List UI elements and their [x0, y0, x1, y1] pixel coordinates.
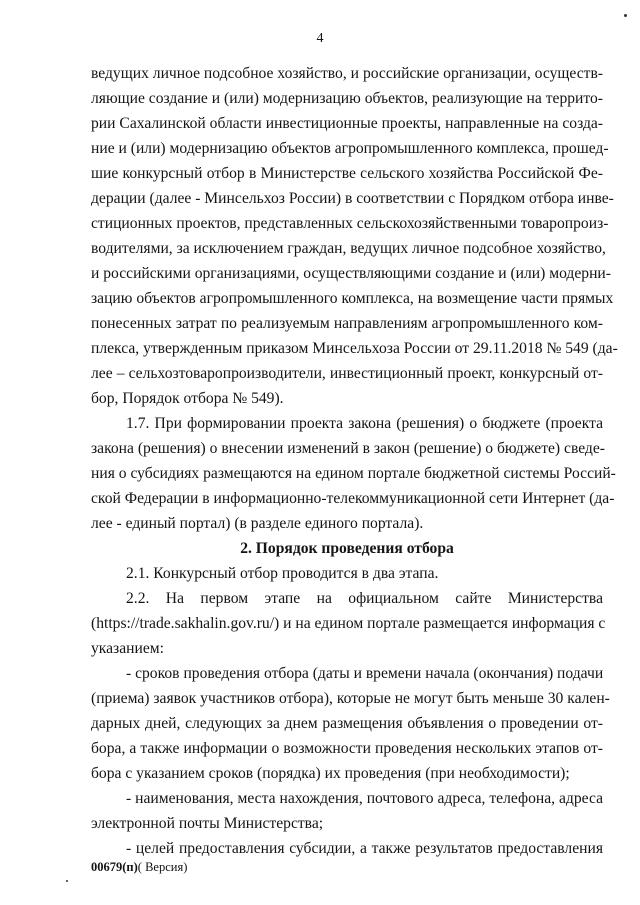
text-line: зацию объектов агропромышленного комплекса, на возмещение части прямых — [91, 290, 614, 307]
text-line: электронной почты Министерства; — [91, 815, 324, 832]
footer-version: ( Версия) — [137, 860, 188, 874]
list-item-first-line: - наименования, места нахождения, почтового адреса, телефона, адреса — [126, 790, 603, 807]
text-line: рии Сахалинской области инвестиционные проекты, направленные на созда- — [91, 115, 603, 132]
section-heading: 2. Порядок проведения отбора — [240, 540, 454, 557]
text-line: ние и (или) модернизацию объектов агропромышленного комплекса, прошед- — [91, 140, 609, 157]
text-line: бора, а также информации о возможности проведения нескольких этапов от- — [91, 740, 603, 757]
text-line: лее – сельхозтоваропроизводители, инвестиционный проект, конкурсный от- — [91, 365, 603, 382]
text-line: указанием: — [91, 640, 164, 657]
paragraph-2-2-first-line: 2.2. На первом этапе на официальном сайте Министерства — [126, 590, 603, 607]
text-line: ния о субсидиях размещаются на едином портале бюджетной системы Россий- — [91, 465, 616, 482]
footer-code: 00679(п) — [91, 860, 138, 874]
text-line: дарных дней, следующих за днем размещения объявления о проведении от- — [91, 715, 603, 732]
page-number: 4 — [316, 31, 324, 46]
list-item-first-line: - целей предоставления субсидии, а также результатов предоставления — [126, 840, 603, 857]
text-line: плекса, утвержденным приказом Минсельхоза России от 29.11.2018 № 549 (да- — [91, 340, 618, 357]
scan-speck — [624, 14, 627, 17]
text-line: лее - единый портал) (в разделе единого портала). — [91, 515, 424, 532]
text-line: стиционных проектов, представленных сельскохозяйственными товаропроиз- — [91, 215, 609, 232]
text-line: понесенных затрат по реализуемым направлениям агропромышленного ком- — [91, 315, 603, 332]
list-item-first-line: - сроков проведения отбора (даты и времени начала (окончания) подачи — [126, 665, 604, 682]
text-line: (приема) заявок участников отбора), которые не могут быть меньше 30 кален- — [91, 690, 610, 707]
text-line: и российскими организациями, осуществляющими создание и (или) модерни- — [91, 265, 611, 282]
scan-speck — [66, 880, 68, 882]
text-line: ской Федерации в информационно-телекоммуникационной сети Интернет (да- — [91, 490, 615, 507]
paragraph-2-1: 2.1. Конкурсный отбор проводится в два этапа. — [126, 565, 439, 582]
paragraph-1-7-first-line: 1.7. При формировании проекта закона (решения) о бюджете (проекта — [126, 415, 603, 432]
text-line: (https://trade.sakhalin.gov.ru/) и на едином портале размещается информация с — [91, 615, 606, 632]
text-line: водителями, за исключением граждан, ведущих личное подсобное хозяйство, — [91, 240, 606, 257]
text-line: бора с указанием сроков (порядка) их проведения (при необходимости); — [91, 765, 570, 782]
text-line: ведущих личное подсобное хозяйство, и российские организации, осуществ- — [91, 65, 603, 82]
text-line: ляющие создание и (или) модернизацию объектов, реализующие на террито- — [91, 90, 603, 107]
text-line: закона (решения) о внесении изменений в закон (решение) о бюджете) сведе- — [91, 440, 605, 457]
text-line: бор, Порядок отбора № 549). — [91, 390, 284, 407]
footer-document-code — [91, 860, 187, 875]
text-line: дерации (далее - Минсельхоз России) в соответствии с Порядком отбора инве- — [91, 190, 614, 207]
text-line: шие конкурсный отбор в Министерстве сельского хозяйства Российской Фе- — [91, 165, 603, 182]
